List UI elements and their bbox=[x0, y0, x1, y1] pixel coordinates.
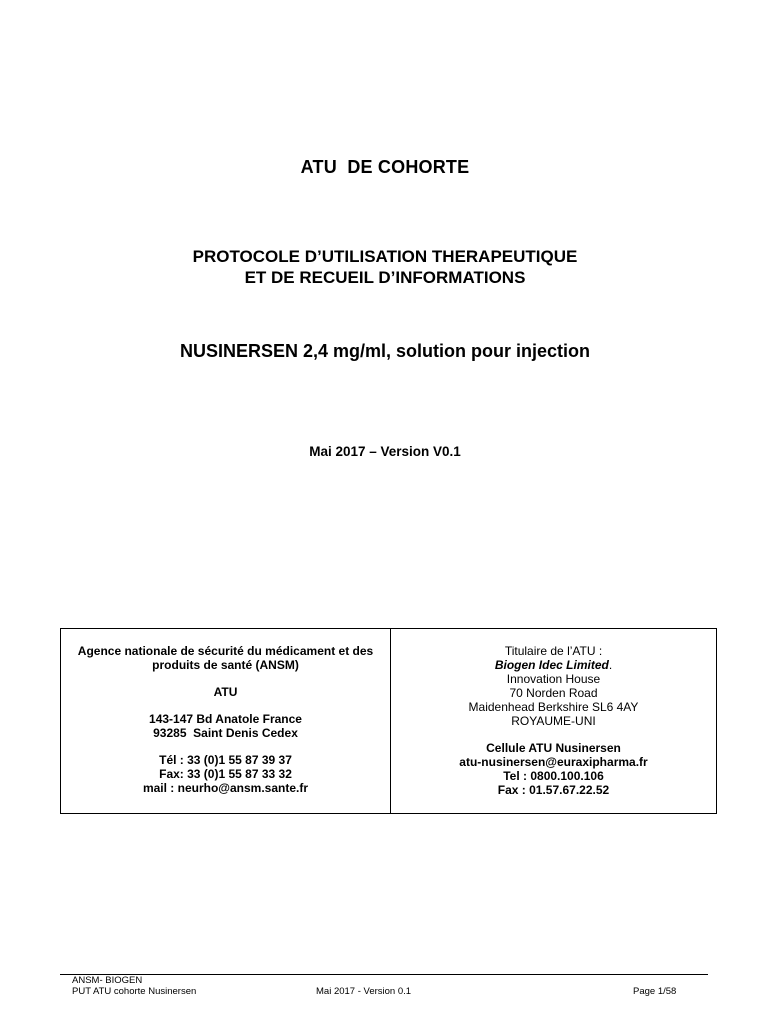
holder-address-line-1: Innovation House bbox=[506, 672, 601, 686]
holder-company: Biogen Idec Limited bbox=[494, 658, 609, 672]
cell-email: atu-nusinersen@euraxipharma.fr bbox=[459, 755, 648, 769]
protocol-title bbox=[0, 246, 770, 288]
footer-version: Mai 2017 - Version 0.1 bbox=[316, 986, 412, 997]
holder-address-line-2: 70 Norden Road bbox=[509, 686, 598, 700]
footer-left bbox=[72, 975, 196, 997]
ansm-name-line-2: produits de santé (ANSM) bbox=[152, 658, 299, 672]
holder-company-line bbox=[391, 658, 716, 672]
holder-company-suffix: . bbox=[608, 658, 613, 672]
ansm-name-line-1: Agence nationale de sécurité du médicament et des bbox=[77, 644, 374, 658]
holder-contact-cell bbox=[391, 629, 716, 813]
ansm-fax: Fax: 33 (0)1 55 87 33 32 bbox=[159, 767, 292, 781]
holder-heading: Titulaire de l’ATU : bbox=[504, 644, 603, 658]
cell-title: Cellule ATU Nusinersen bbox=[486, 741, 621, 755]
ansm-contact-cell bbox=[61, 629, 391, 813]
version-date: Mai 2017 – Version V0.1 bbox=[309, 444, 461, 459]
holder-country: ROYAUME-UNI bbox=[511, 714, 596, 728]
ansm-phone: Tél : 33 (0)1 55 87 39 37 bbox=[159, 753, 292, 767]
cell-phone: Tel : 0800.100.106 bbox=[503, 769, 604, 783]
contact-table bbox=[60, 628, 717, 814]
holder-address-line-3: Maidenhead Berkshire SL6 4AY bbox=[468, 700, 639, 714]
cell-fax: Fax : 01.57.67.22.52 bbox=[497, 783, 610, 797]
footer-org: ANSM- BIOGEN bbox=[72, 975, 143, 986]
ansm-address-line-1: 143-147 Bd Anatole France bbox=[149, 712, 302, 726]
protocol-title-line-2: ET DE RECUEIL D’INFORMATIONS bbox=[244, 268, 526, 287]
document-title: ATU DE COHORTE bbox=[300, 157, 470, 177]
ansm-department: ATU bbox=[213, 685, 238, 699]
footer-page-number: Page 1/58 bbox=[633, 986, 677, 997]
protocol-title-line-1: PROTOCOLE D’UTILISATION THERAPEUTIQUE bbox=[192, 247, 578, 266]
product-name: NUSINERSEN 2,4 mg/ml, solution pour injection bbox=[179, 341, 591, 361]
footer-doc-name: PUT ATU cohorte Nusinersen bbox=[72, 986, 197, 997]
ansm-email: mail : neurho@ansm.sante.fr bbox=[142, 781, 309, 795]
ansm-address-line-2: 93285 Saint Denis Cedex bbox=[153, 726, 298, 740]
